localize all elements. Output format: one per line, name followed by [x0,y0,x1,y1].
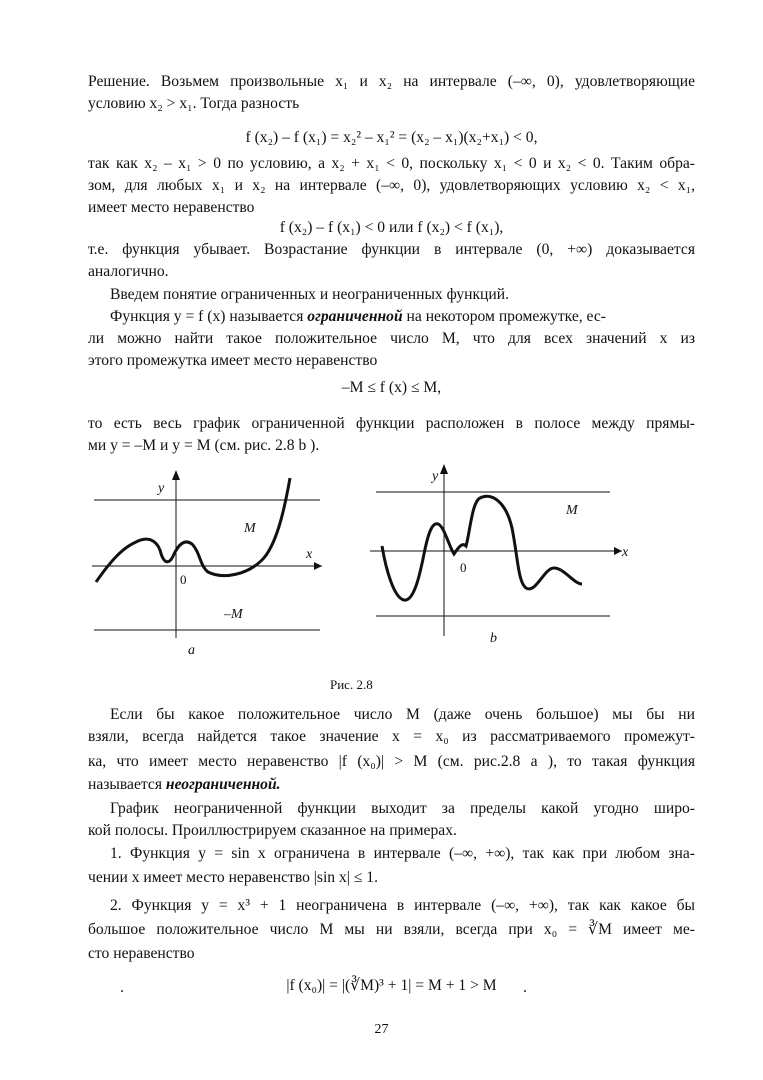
origin-label: 0 [180,572,187,587]
stray-dot: . [523,979,527,996]
text-line: большое положительное число M мы ни взяли, всегда при x₀ = ∛M имеет ме- [88,921,695,938]
text-line: сто неравенство [88,945,195,962]
text-line [88,775,695,795]
x-axis-arrow [614,547,622,555]
formula: |f (x₀)| = |(∛M)³ + 1| = M + 1 > M [286,977,497,994]
text-line [110,307,695,327]
neg-m-label: –M [224,607,243,622]
y-axis-label: y [158,481,165,496]
text-line: имеет место неравенство [88,199,255,216]
x-axis-label: x [306,547,313,562]
text-span: Функция y = f (x) называется [110,308,308,325]
text-line: Решение. Возьмем произвольные x₁ и x₂ на интервале (–∞, 0), удовлетворяющие [88,73,695,90]
origin-label: 0 [460,560,467,575]
x-axis-arrow [314,562,322,570]
y-axis-label: y [432,469,439,484]
figure-b [360,458,640,658]
m-label: M [566,503,578,518]
graph-curve [382,496,582,600]
text-line: аналогично. [88,263,169,280]
y-axis-arrow [172,470,180,480]
stray-dot: . [120,979,124,996]
figure-b-sublabel: b [490,631,497,646]
formula: f (x₂) – f (x₁) < 0 или f (x₂) < f (x₁), [279,219,504,236]
text-line: Введем понятие ограниченных и неограниченных функций. [110,286,509,303]
text-line: ли можно найти такое положительное число M, что для всех значений x из [88,330,695,347]
text-line: 1. Функция y = sin x ограничена в интервале (–∞, +∞), так как при любом зна- [110,845,695,862]
text-line: взяли, всегда найдется такое значение x = x₀ из рассматриваемого промежут- [88,728,695,745]
text-line: зом, для любых x₁ и x₂ на интервале (–∞, 0), удовлетворяющих условию x₂ < x₁, [88,177,695,194]
figure-a-sublabel: a [188,643,195,658]
text-line: Если бы какое положительное число M (даже очень большое) мы бы ни [110,706,695,723]
figure-a [88,462,328,662]
figure-caption: Рис. 2.8 [330,677,373,692]
text-line: ми y = –M и y = M (см. рис. 2.8 b ). [88,437,320,454]
text-line: то есть весь график ограниченной функции расположен в полосе между прямы- [88,415,695,432]
text-line: условию x₂ > x₁. Тогда разность [88,95,300,112]
x-axis-label: x [622,545,629,560]
text-line: 2. Функция y = x³ + 1 неограничена в интервале (–∞, +∞), так как какое бы [110,897,695,914]
formula: f (x₂) – f (x₁) = x₂² – x₁² = (x₂ – x₁)(x₂+x₁) < 0, [245,129,538,146]
text-line: чении x имеет место неравенство |sin x| ≤ 1. [88,869,378,886]
text-span: на некотором промежутке, ес- [402,308,606,325]
text-line: кой полосы. Проиллюстрируем сказанное на примерах. [88,822,457,839]
text-span: называется [88,776,166,793]
term-unbounded: неограниченной. [165,776,281,793]
term-bounded: ограниченной [307,308,403,325]
text-line: ка, что имеет место неравенство |f (x₀)| > M (см. рис.2.8 a ), то такая функция [88,753,695,770]
text-line: График неограниченной функции выходит за пределы какой угодно широ- [110,800,695,817]
text-line: т.е. функция убывает. Возрастание функции в интервале (0, +∞) доказывается [88,241,695,258]
m-label: M [244,521,256,536]
text-line: так как x₂ – x₁ > 0 по условию, а x₂ + x₁ < 0, поскольку x₁ < 0 и x₂ < 0. Таким обра- [88,155,695,172]
page-number: 27 [374,1022,389,1037]
y-axis-arrow [440,464,448,474]
formula: –M ≤ f (x) ≤ M, [341,379,442,396]
text-line: этого промежутка имеет место неравенство [88,352,378,369]
